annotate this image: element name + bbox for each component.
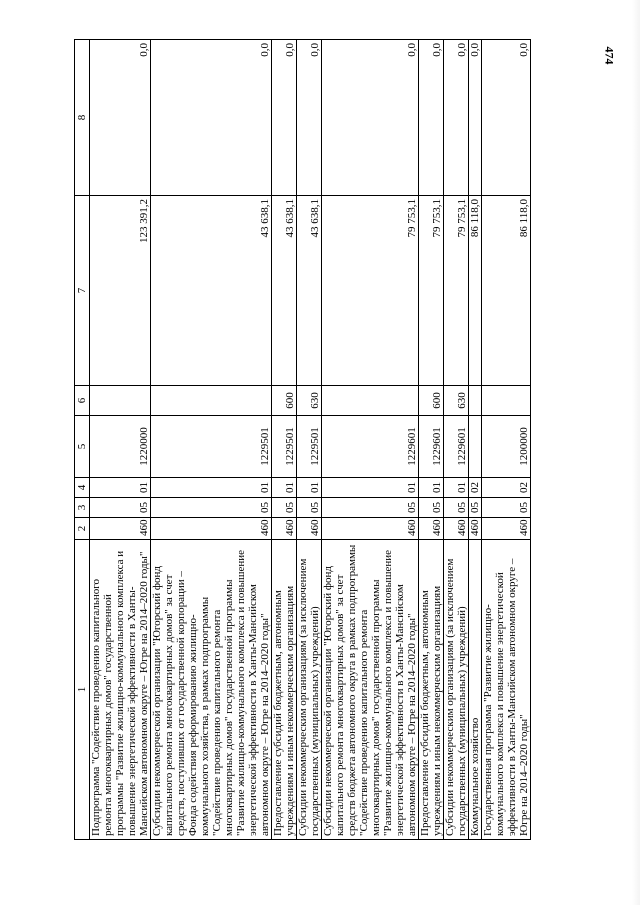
row-value-cell: 1229601 — [322, 416, 419, 478]
column-header: 4 — [75, 478, 90, 498]
row-value-cell — [482, 386, 531, 416]
column-header: 3 — [75, 498, 90, 518]
table-row — [151, 40, 272, 840]
row-value-cell: 0,0 — [482, 40, 531, 196]
row-value-cell: 05 — [469, 498, 482, 518]
row-value-cell: 05 — [419, 498, 444, 518]
row-value-cell: 79 753,1 — [419, 196, 444, 386]
row-value-cell: 01 — [272, 478, 297, 498]
column-header: 8 — [75, 40, 90, 196]
row-value-cell: 02 — [469, 478, 482, 498]
table-row — [297, 40, 322, 840]
row-value-cell: 630 — [297, 386, 322, 416]
row-name-cell: Подпрограмма "Содействие проведению капитального ремонта многоквартирных домов" государственной программы "Развитие жилищно-коммунального комплекса и повышение энергетической эффективности в Ханты-Мансийском автономном округе – Югре на 2014–2020 годы" — [90, 540, 151, 840]
row-value-cell: 86 118,0 — [469, 196, 482, 386]
row-value-cell: 460 — [469, 518, 482, 540]
row-value-cell — [90, 386, 151, 416]
table-row — [444, 40, 469, 840]
row-name-cell: Субсидии некоммерческой организации "Югорский фонд капитального ремонта многоквартирных домов" за счет средств, поступивших от государственной корпорации – Фонда содействия реформированию жилищно-коммунального хозяйства, в рамках подпрограммы "Содействие проведению капитального ремонта многоквартирных домов" государственной программы "Развитие жилищно-коммунального комплекса и повышение энергетической эффективности в Ханты-Мансийском автономном округе – Югре на 2014–2020 годы" — [151, 540, 272, 840]
row-value-cell: 1229601 — [444, 416, 469, 478]
table-row — [90, 40, 151, 840]
row-value-cell: 1229501 — [272, 416, 297, 478]
row-value-cell: 1200000 — [482, 416, 531, 478]
row-value-cell: 01 — [322, 478, 419, 498]
row-value-cell: 01 — [419, 478, 444, 498]
row-value-cell: 05 — [90, 498, 151, 518]
row-value-cell: 43 638,1 — [272, 196, 297, 386]
row-value-cell: 0,0 — [151, 40, 272, 196]
row-value-cell: 43 638,1 — [151, 196, 272, 386]
row-value-cell: 1229501 — [151, 416, 272, 478]
table-row — [322, 40, 419, 840]
column-header: 6 — [75, 386, 90, 416]
row-value-cell: 1229501 — [297, 416, 322, 478]
row-value-cell: 86 118,0 — [482, 196, 531, 386]
row-value-cell: 460 — [419, 518, 444, 540]
table-row — [469, 40, 482, 840]
row-value-cell: 0,0 — [297, 40, 322, 196]
row-value-cell: 460 — [482, 518, 531, 540]
row-value-cell: 79 753,1 — [444, 196, 469, 386]
row-value-cell: 43 638,1 — [297, 196, 322, 386]
row-value-cell: 01 — [444, 478, 469, 498]
row-value-cell: 79 753,1 — [322, 196, 419, 386]
table-row — [419, 40, 444, 840]
row-value-cell: 600 — [272, 386, 297, 416]
row-value-cell: 0,0 — [444, 40, 469, 196]
row-value-cell: 460 — [297, 518, 322, 540]
row-value-cell: 460 — [322, 518, 419, 540]
row-value-cell — [469, 416, 482, 478]
row-name-cell: Коммунальное хозяйство — [469, 540, 482, 840]
budget-table — [74, 39, 531, 840]
row-value-cell: 123 391,2 — [90, 196, 151, 386]
row-value-cell: 1220000 — [90, 416, 151, 478]
row-name-cell: Государственная программа "Развитие жилищно-коммунального комплекса и повышение энергетической эффективности в Ханты-Мансийском автономном округе – Югре на 2014–2020 годы" — [482, 540, 531, 840]
table-body — [90, 40, 531, 840]
row-value-cell: 05 — [297, 498, 322, 518]
row-name-cell: Субсидии некоммерческим организациям (за исключением государственных (муниципальных) учреждений) — [297, 540, 322, 840]
row-value-cell: 0,0 — [322, 40, 419, 196]
row-value-cell: 630 — [444, 386, 469, 416]
table-row — [272, 40, 297, 840]
page-number: 474 — [602, 46, 617, 65]
column-header: 1 — [75, 540, 90, 840]
row-value-cell: 1229601 — [419, 416, 444, 478]
row-value-cell: 05 — [444, 498, 469, 518]
row-value-cell — [322, 386, 419, 416]
row-value-cell: 05 — [482, 498, 531, 518]
row-value-cell: 05 — [272, 498, 297, 518]
row-value-cell — [151, 386, 272, 416]
column-header: 7 — [75, 196, 90, 386]
rotated-page-content — [74, 40, 530, 840]
row-value-cell: 01 — [90, 478, 151, 498]
row-name-cell: Субсидии некоммерческим организациям (за исключением государственных (муниципальных) учреждений) — [444, 540, 469, 840]
row-value-cell: 05 — [322, 498, 419, 518]
row-value-cell: 05 — [151, 498, 272, 518]
row-value-cell: 460 — [90, 518, 151, 540]
row-name-cell: Предоставление субсидий бюджетным, автономным учреждениям и иным некоммерческим организациям — [272, 540, 297, 840]
row-value-cell: 0,0 — [469, 40, 482, 196]
row-value-cell: 460 — [272, 518, 297, 540]
row-value-cell: 01 — [297, 478, 322, 498]
row-value-cell: 01 — [151, 478, 272, 498]
table-row — [482, 40, 531, 840]
row-value-cell: 0,0 — [419, 40, 444, 196]
scan-edge-shadow — [632, 0, 640, 905]
row-value-cell: 600 — [419, 386, 444, 416]
row-value-cell: 0,0 — [90, 40, 151, 196]
column-header: 2 — [75, 518, 90, 540]
row-name-cell: Предоставление субсидий бюджетным, автономным учреждениям и иным некоммерческим организациям — [419, 540, 444, 840]
row-value-cell: 0,0 — [272, 40, 297, 196]
row-name-cell: Субсидии некоммерческой организации "Югорский фонд капитального ремонта многоквартирных домов" за счет средств бюджета автономного округа в рамках подпрограммы "Содействие проведению капитального ремонта многоквартирных домов" государственной программы "Развитие жилищно-коммунального комплекса и повышение энергетической эффективности в Ханты-Мансийском автономном округе – Югре на 2014–2020 годы" — [322, 540, 419, 840]
row-value-cell: 02 — [482, 478, 531, 498]
column-header: 5 — [75, 416, 90, 478]
table-header-row — [75, 40, 90, 840]
row-value-cell: 460 — [151, 518, 272, 540]
row-value-cell: 460 — [444, 518, 469, 540]
row-value-cell — [469, 386, 482, 416]
